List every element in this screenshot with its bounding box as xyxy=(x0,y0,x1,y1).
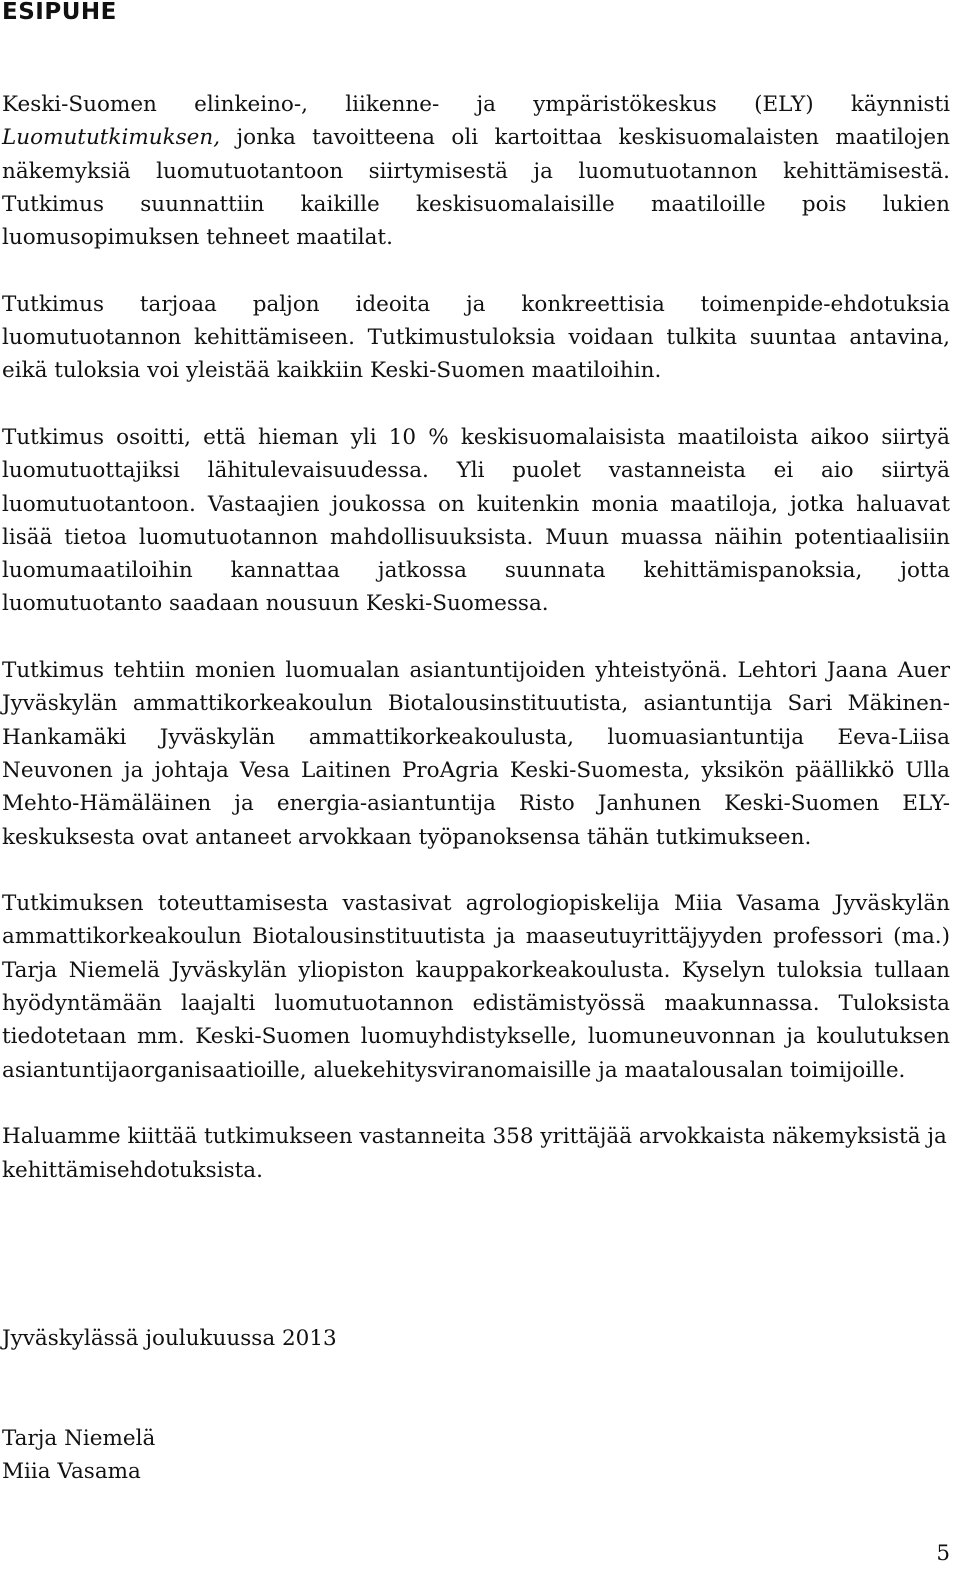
paragraph-collaborators: Tutkimus tehtiin monien luomualan asiantuntijoiden yhteistyönä. Lehtori Jaana Auer Jyväskylän ammattikorkeakoulun Biotalousinstituutista, asiantuntija Sari Mäkinen-Hankamäki Jyväskylän ammattikorkeakoulusta, luomuasiantuntija Eeva-Liisa Neuvonen ja johtaja Vesa Laitinen ProAgria Keski-Suomesta, yksikön päällikkö Ulla Mehto-Hämäläinen ja energia-asiantuntija Risto Janhunen Keski-Suomen ELY-keskuksesta ovat antaneet arvokkaan työpanoksensa tähän tutkimukseen. xyxy=(2,658,950,850)
study-name-emphasis: Luomututkimuksen, xyxy=(2,125,221,151)
signatures xyxy=(2,1422,155,1488)
paragraph-study-value: Tutkimus tarjoaa paljon ideoita ja konkreettisia toimenpide-ehdotuksia luomutuotannon kehittämiseen. Tutkimustuloksia voidaan tulkita suuntaa antavina, eikä tuloksia voi yleistää kaikkiin Keski-Suomen maatiloihin. xyxy=(2,291,950,384)
place-and-date: Jyväskylässä joulukuussa 2013 xyxy=(2,1326,337,1351)
paragraph-thanks: Haluamme kiittää tutkimukseen vastanneita 358 yrittäjää arvokkaista näkemyksistä ja kehittämisehdotuksista. xyxy=(2,1124,947,1183)
paragraph-intro-text-end: jonka tavoitteena oli kartoittaa keskisuomalaisten maatilojen näkemyksiä luomutuotantoon siirtymisestä ja luomutuotannon kehittämisestä. Tutkimus suunnattiin kaikille keskisuomalaisille maatiloille pois lukien luomusopimuksen tehneet maatilat. xyxy=(2,125,950,251)
paragraph-intro-text-start: Keski-Suomen elinkeino-, liikenne- ja ympäristökeskus (ELY) käynnisti xyxy=(2,92,950,117)
paragraph-implementation: Tutkimuksen toteuttamisesta vastasivat agrologiopiskelija Miia Vasama Jyväskylän ammattikorkeakoulun Biotalousinstituutista ja maaseutuyrittäjyyden professori (ma.) Tarja Niemelä Jyväskylän yliopiston kauppakorkeakoulusta. Kyselyn tuloksia tullaan hyödyntämään laajalti luomutuotannon edistämistyössä maakunnassa. Tuloksista tiedotetaan mm. Keski-Suomen luomuyhdistykselle, luomuneuvonnan ja koulutuksen asiantuntijaorganisaatioille, aluekehitysviranomaisille ja maatalousalan toimijoille. xyxy=(2,891,950,1083)
signatory-name: Tarja Niemelä xyxy=(2,1426,156,1451)
page-title: ESIPUHE xyxy=(2,0,117,25)
signatory-name: Miia Vasama xyxy=(2,1459,141,1484)
paragraph-intro xyxy=(2,88,950,254)
paragraph-findings: Tutkimus osoitti, että hieman yli 10 % keskisuomalaisista maatiloista aikoo siirtyä luomutuottajiksi lähitulevaisuudessa. Yli puolet vastanneista ei aio siirtyä luomutuotantoon. Vastaajien joukossa on kuitenkin monia maatiloja, jotka haluavat lisää tietoa luomutuotannon mahdollisuuksista. Muun muassa näihin potentiaalisiin luomumaatiloihin kannattaa jatkossa suunnata kehittämispanoksia, jotta luomutuotanto saadaan nousuun Keski-Suomessa. xyxy=(2,424,950,617)
page-number: 5 xyxy=(936,1541,950,1566)
preface-body xyxy=(2,88,950,1220)
